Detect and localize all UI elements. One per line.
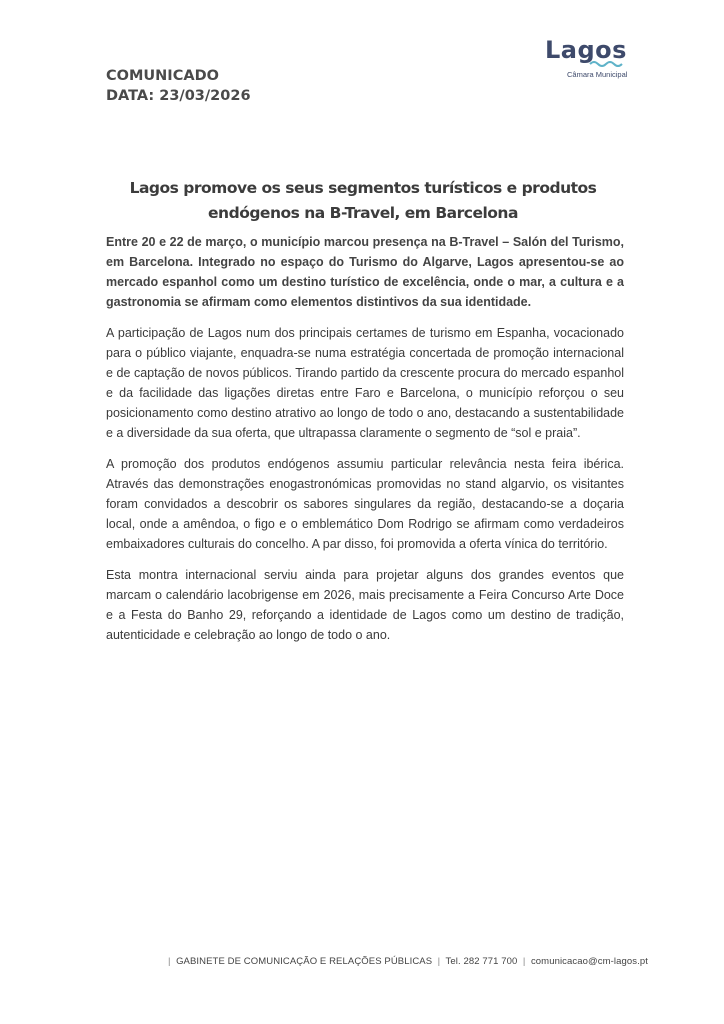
footer-email[interactable]: comunicacao@cm-lagos.pt [530,956,648,967]
document-date: DATA: 23/03/2026 [106,88,251,104]
logo-subtitle: Câmara Municipal [567,70,628,79]
article-body [106,232,624,656]
footer-phone: Tel. 282 771 700 [445,956,518,967]
press-release-headline: Lagos promove os seus segmentos turísticos e produtos endógenos na B-Travel, em Barcelona [129,179,597,222]
body-paragraph: Esta montra internacional serviu ainda para projetar alguns dos grandes eventos que marcam o calendário lacobrigense em 2026, mais precisamente a Feira Concurso Arte Doce e a Festa do Banho 29, reforçando a identidade de Lagos como um destino de tradição, autenticidade e celebração ao longo de todo o ano. [106,568,624,642]
page-footer: | GABINETE DE COMUNICAÇÃO E RELAÇÕES PÚBLICAS | Tel. 282 771 700 | comunicacao@cm-lagos.pt [168,956,648,967]
lead-paragraph: Entre 20 e 22 de março, o município marcou presença na B-Travel – Salón del Turismo, em Barcelona. Integrado no espaço do Turismo do Algarve, Lagos apresentou-se ao mercado espanhol como um destino turístico de excelência, onde o mar, a cultura e a gastronomia se afirmam como elementos distintivos da sua identidade. [106,235,624,309]
document-type: COMUNICADO [106,68,219,84]
logo-waves-icon [589,60,625,68]
logo-wordmark: Lagos [545,36,627,64]
lagos-logo [545,38,635,79]
body-paragraph: A participação de Lagos num dos principais certames de turismo em Espanha, vocacionado para o público viajante, enquadra-se numa estratégia concertada de promoção internacional e de captação de novos públicos. Tirando partido da crescente procura do mercado espanhol e da facilidade das ligações diretas entre Faro e Barcelona, o município reforçou o seu posicionamento como destino atrativo ao longo de todo o ano, destacando a sustentabilidade e a diversidade da sua oferta, que ultrapassa claramente o segmento de “sol e praia”. [106,326,624,440]
footer-office: GABINETE DE COMUNICAÇÃO E RELAÇÕES PÚBLICAS [176,956,433,967]
body-paragraph: A promoção dos produtos endógenos assumiu particular relevância nesta feira ibérica. Através das demonstrações enogastronómicas promovidas no stand algarvio, os visitantes foram convidados a descobrir os sabores singulares da região, destacando-se a doçaria local, onde a amêndoa, o figo e o emblemático Dom Rodrigo se afirmam como verdadeiros embaixadores culturais do concelho. A par disso, foi promovida a oferta vínica do território. [106,457,624,551]
document-meta [106,66,251,106]
